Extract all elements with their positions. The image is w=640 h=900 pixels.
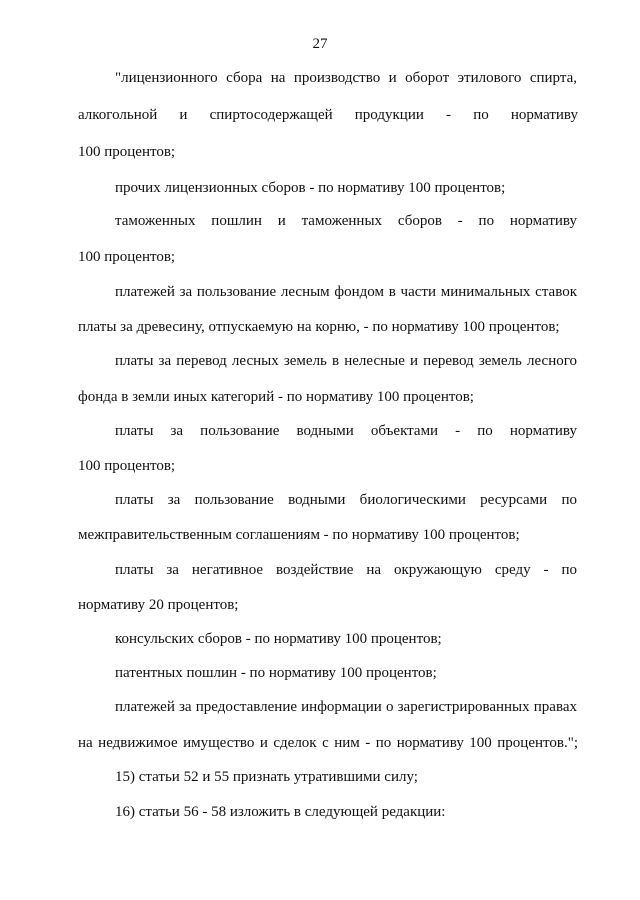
- text-line: "лицензионного сбора на производство и оборот этилового спирта,: [115, 70, 577, 86]
- text-line: платежей за пользование лесным фондом в части минимальных ставок: [115, 284, 577, 300]
- text-line: платы за негативное воздействие на окружающую среду - по: [115, 562, 577, 578]
- text-line: консульских сборов - по нормативу 100 процентов;: [115, 631, 442, 647]
- text-line: патентных пошлин - по нормативу 100 процентов;: [115, 665, 437, 681]
- text-line: фонда в земли иных категорий - по нормативу 100 процентов;: [78, 389, 474, 405]
- text-line: таможенных пошлин и таможенных сборов - по нормативу: [115, 213, 577, 229]
- text-line: на недвижимое имущество и сделок с ним - по нормативу 100 процентов.";: [78, 735, 578, 751]
- text-line: прочих лицензионных сборов - по нормативу 100 процентов;: [115, 180, 506, 196]
- text-line: платы за пользование водными объектами - по нормативу: [115, 423, 577, 439]
- text-line: межправительственным соглашениям - по нормативу 100 процентов;: [78, 527, 520, 543]
- text-line: 16) статьи 56 - 58 изложить в следующей редакции:: [115, 804, 446, 820]
- text-line: 100 процентов;: [78, 249, 176, 265]
- text-line: платы за пользование водными биологическими ресурсами по: [115, 492, 577, 508]
- text-line: алкогольной и спиртосодержащей продукции - по нормативу: [78, 107, 578, 123]
- text-line: платы за перевод лесных земель в нелесные и перевод земель лесного: [115, 353, 577, 369]
- text-line: платежей за предоставление информации о зарегистрированных правах: [115, 699, 577, 715]
- text-line: 100 процентов;: [78, 458, 176, 474]
- page-number: 27: [312, 36, 328, 52]
- text-line: платы за древесину, отпускаемую на корню, - по нормативу 100 процентов;: [78, 319, 560, 335]
- text-line: нормативу 20 процентов;: [78, 597, 239, 613]
- text-line: 100 процентов;: [78, 144, 176, 160]
- text-line: 15) статьи 52 и 55 признать утратившими силу;: [115, 769, 418, 785]
